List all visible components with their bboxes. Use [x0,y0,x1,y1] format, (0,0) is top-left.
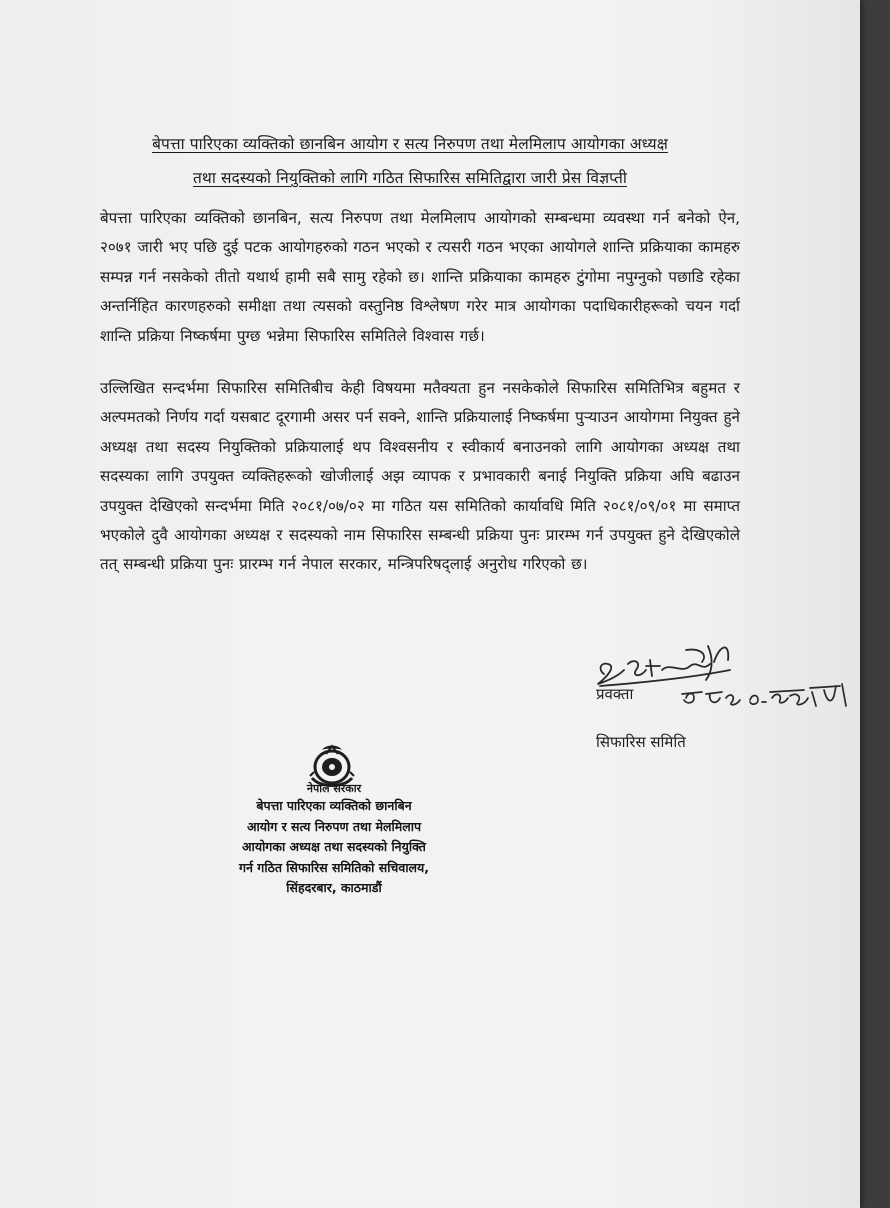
secretariat-stamp [224,782,444,899]
document-title-line-1: बेपत्ता पारिएका व्यक्तिको छानबिन आयोग र सत्य निरुपण तथा मेलमिलाप आयोगका अध्यक्ष [152,135,668,153]
body-paragraph-2: उल्लिखित सन्दर्भमा सिफारिस समितिबीच केही विषयमा मतैक्यता हुन नसकेकोले सिफारिस समितिभित्र बहुमत र अल्पमतको निर्णय गर्दा यसबाट दूरगामी असर पर्न सक्ने, शान्ति प्रक्रियालाई निष्कर्षमा पुऱ्याउन आयोगमा नियुक्त हुने अध्यक्ष तथा सदस्य नियुक्तिको प्रक्रियालाई थप विश्वसनीय र स्वीकार्य बनाउनको लागि आयोगका अध्यक्ष तथा सदस्यका लागि उपयुक्त व्यक्तिहरूको खोजीलाई अझ व्यापक र प्रभावकारी बनाई नियुक्ति प्रक्रिया अघि बढाउन उपयुक्त देखिएको सन्दर्भमा मिति २०८१/०७/०२ मा गठित यस समितिको कार्यावधि मिति २०८१/०९/०१ मा समाप्त भएकोले दुवै आयोगका अध्यक्ष र सदस्यको नाम सिफारिस सम्बन्धी प्रक्रिया पुनः प्रारम्भ गर्न उपयुक्त हुने देखिएकोले तत् सम्बन्धी प्रक्रिया पुनः प्रारम्भ गर्न नेपाल सरकार, मन्त्रिपरिषद्लाई अनुरोध गरिएको छ। [100,379,740,574]
stamp-line: आयोगका अध्यक्ष तथा सदस्यको नियुक्ति [242,839,426,854]
spokesperson-signature [590,640,860,720]
stamp-government-label: नेपाल सरकार [306,782,362,795]
stamp-line: सिंहदरबार, काठमाडौं [286,880,382,895]
stamp-line: आयोग र सत्य निरुपण तथा मेलमिलाप [246,818,422,834]
handwritten-signature-icon [590,640,860,720]
stamp-line: गर्न गठित सिफारिस समितिको सचिवालय, [238,859,430,875]
spokesperson-label: प्रवक्ता [596,685,634,703]
body-paragraph-1: बेपत्ता पारिएका व्यक्तिको छानबिन, सत्य निरुपण तथा मेलमिलाप आयोगको सम्बन्धमा व्यवस्था गर्न बनेको ऐन, २०७१ जारी भए पछि दुई पटक आयोगहरुको गठन भएको र त्यसरी गठन भएका आयोगले शान्ति प्रक्रियाका कामहरु सम्पन्न गर्न नसकेको तीतो यथार्थ हामी सबै सामु रहेको छ। शान्ति प्रक्रियाका कामहरु टुंगोमा नपुग्नुको पछाडि रहेका अन्तर्निहित कारणहरुको समीक्षा तथा त्यसको वस्तुनिष्ठ विश्लेषण गरेर मात्र आयोगका पदाधिकारीहरूको चयन गर्दा शान्ति प्रक्रिया निष्कर्षमा पुग्छ भन्नेमा सिफारिस समितिले विश्वास गर्छ। [100,209,740,345]
committee-name: सिफारिस समिति [596,733,686,751]
stamp-line: बेपत्ता पारिएका व्यक्तिको छानबिन [256,798,412,813]
document-title-line-2: तथा सदस्यको नियुक्तिको लागि गठित सिफारिस समितिद्वारा जारी प्रेस विज्ञप्ती [192,169,627,187]
